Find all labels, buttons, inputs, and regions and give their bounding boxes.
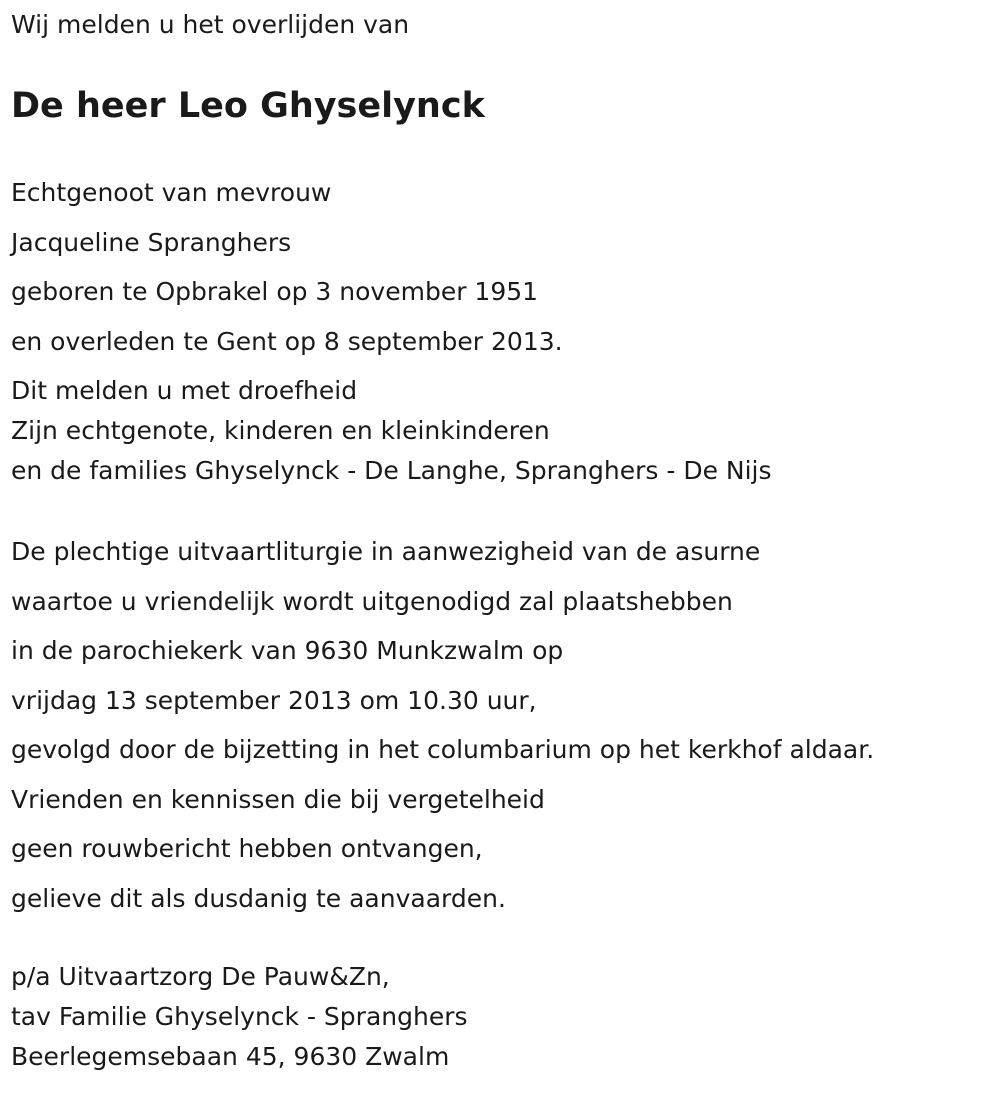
- service-line: geen rouwbericht hebben ontvangen,: [11, 834, 483, 863]
- address-line: Beerlegemsebaan 45, 9630 Zwalm: [11, 1042, 450, 1071]
- service-line: waartoe u vriendelijk wordt uitgenodigd zal plaatshebben: [11, 586, 733, 616]
- family-block: [11, 371, 772, 491]
- spouse-line: Echtgenoot van mevrouw: [11, 178, 332, 207]
- address-line: tav Familie Ghyselynck - Spranghers: [11, 1002, 468, 1031]
- family-line: en de families Ghyselynck - De Langhe, Spranghers - De Nijs: [11, 456, 772, 485]
- service-line: vrijdag 13 september 2013 om 10.30 uur,: [11, 685, 537, 715]
- service-line: De plechtige uitvaartliturgie in aanwezigheid van de asurne: [11, 537, 761, 566]
- service-block: [11, 527, 874, 923]
- family-line: Zijn echtgenote, kinderen en kleinkinderen: [11, 416, 550, 445]
- notice-intro: Wij melden u het overlijden van: [11, 10, 410, 39]
- birth-line: geboren te Opbrakel op 3 november 1951: [11, 277, 539, 306]
- service-line: Vrienden en kennissen die bij vergetelheid: [11, 784, 545, 814]
- service-line: in de parochiekerk van 9630 Munkzwalm op: [11, 636, 564, 665]
- death-line: en overleden te Gent op 8 september 2013.: [11, 326, 563, 356]
- address-block: [11, 957, 468, 1077]
- spouse-name-line: Jacqueline Spranghers: [11, 227, 292, 257]
- deceased-name-title: De heer Leo Ghyselynck: [11, 86, 485, 126]
- spouse-birth-death-block: [11, 168, 563, 366]
- address-line: p/a Uitvaartzorg De Pauw&Zn,: [11, 962, 390, 991]
- service-line: gelieve dit als dusdanig te aanvaarden.: [11, 883, 506, 913]
- family-line: Dit melden u met droefheid: [11, 376, 358, 405]
- service-line: gevolgd door de bijzetting in het columbarium op het kerkhof aldaar.: [11, 735, 875, 764]
